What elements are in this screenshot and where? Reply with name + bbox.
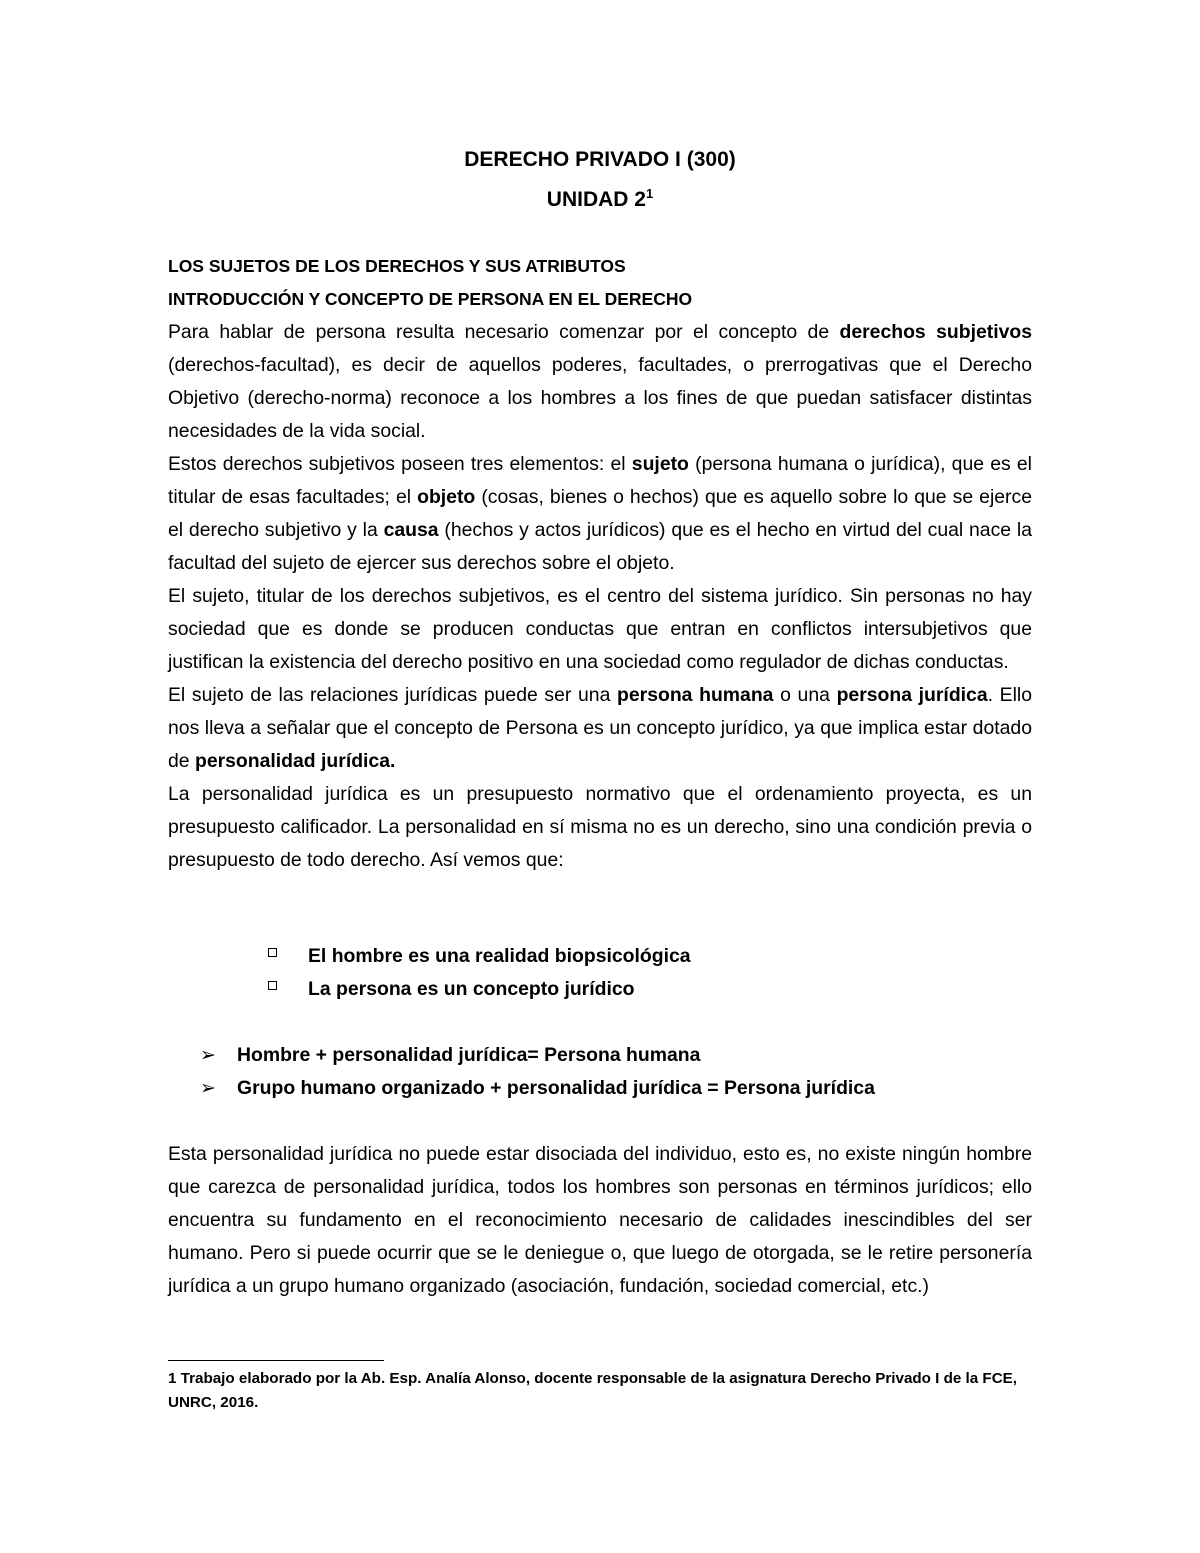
square-bullet-icon (268, 948, 277, 957)
paragraph-elements: Estos derechos subjetivos poseen tres elementos: el sujeto (persona humana o jurídica), que es el titular de esas facultades; el objeto (cosas, bienes o hechos) que es aquello sobre lo que se ejerce el derecho subjetivo y la causa (hechos y actos jurídicos) que es el hecho en virtud del cual nace la facultad del sujeto de ejercer sus derechos sobre el objeto. (168, 453, 1032, 574)
list-item: La persona es un concepto jurídico (268, 973, 691, 1006)
square-bullet-list (268, 940, 691, 1006)
list-item: ➢ Hombre + personalidad jurídica= Persona humana (200, 1039, 875, 1072)
arrow-bullet-icon: ➢ (200, 1045, 216, 1066)
footnote: 1 Trabajo elaborado por la Ab. Esp. Analía Alonso, docente responsable de la asignatura Derecho Privado I de la FCE, UNRC, 2016. (168, 1370, 1018, 1411)
section-heading-subjects: LOS SUJETOS DE LOS DERECHOS Y SUS ATRIBUTOS (168, 256, 626, 276)
list-item: El hombre es una realidad biopsicológica (268, 940, 691, 973)
unit-label: UNIDAD 2 (546, 188, 646, 211)
paragraph-personality-individual: Esta personalidad jurídica no puede estar disociada del individuo, esto es, no existe ningún hombre que carezca de personalidad jurídica, todos los hombres son personas en términos jurídicos; ello encuentra su fundamento en el reconocimiento necesario de calidades inescindibles del ser humano. Pero si puede ocurrir que se le deniegue o, que luego de otorgada, se le retire personería jurídica a un grupo humano organizado (asociación, fundación, sociedad comercial, etc.) (168, 1143, 1032, 1297)
paragraph-legal-relations: El sujeto de las relaciones jurídicas puede ser una persona humana o una persona jurídica. Ello nos lleva a señalar que el concepto de Persona es un concepto jurídico, ya que implica estar dotado de personalidad jurídica. (168, 684, 1032, 772)
list-item: ➢ Grupo humano organizado + personalidad jurídica = Persona jurídica (200, 1072, 875, 1105)
closing-text (168, 1138, 1032, 1303)
unit-title (0, 183, 1200, 216)
main-text (168, 250, 1032, 877)
arrow-bullet-icon: ➢ (200, 1078, 216, 1099)
section-heading-introduction: INTRODUCCIÓN Y CONCEPTO DE PERSONA EN EL DERECHO (168, 289, 693, 309)
arrow-bullet-list (200, 1039, 875, 1105)
paragraph-legal-personality: La personalidad jurídica es un presupuesto normativo que el ordenamiento proyecta, es un presupuesto calificador. La personalidad en sí misma no es un derecho, sino una condición previa o presupuesto de todo derecho. Así vemos que: (168, 783, 1032, 871)
document-title: DERECHO PRIVADO I (300) (464, 148, 736, 171)
square-bullet-icon (268, 981, 277, 990)
footnote-reference[interactable]: 1 (645, 186, 654, 201)
paragraph-subject-center: El sujeto, titular de los derechos subjetivos, es el centro del sistema jurídico. Sin personas no hay sociedad que es donde se producen conductas que entran en conflictos intersubjetivos que justifican la existencia del derecho positivo en una sociedad como regulador de dichas conductas. (168, 585, 1032, 673)
paragraph-subjective-rights: Para hablar de persona resulta necesario comenzar por el concepto de derechos subjetivos (derechos-facultad), es decir de aquellos poderes, facultades, o prerrogativas que el Derecho Objetivo (derecho-norma) reconoce a los hombres a los fines de que puedan satisfacer distintas necesidades de la vida social. (168, 321, 1032, 442)
footnote-separator (168, 1360, 384, 1361)
